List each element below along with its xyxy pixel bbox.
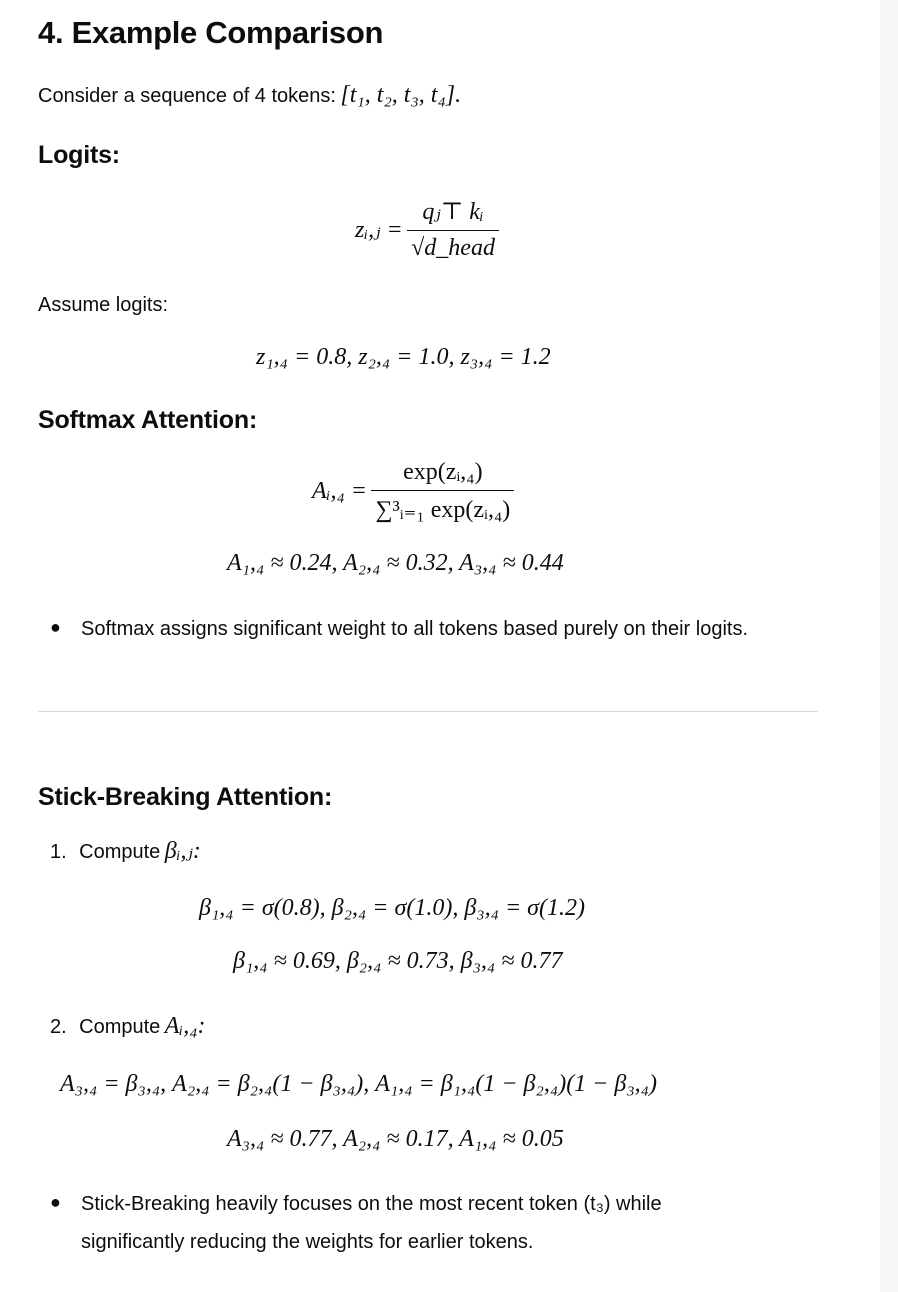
softmax-heading: Softmax Attention: bbox=[38, 406, 258, 434]
softmax-fraction bbox=[371, 459, 514, 524]
step1-line bbox=[50, 836, 201, 865]
logits-numerator: qⱼ⊤ kᵢ bbox=[422, 199, 484, 225]
step1-number: 1. bbox=[50, 841, 67, 863]
attention-approx-equation: A₃,₄ ≈ 0.77, A₂,₄ ≈ 0.17, A₁,₄ ≈ 0.05 bbox=[227, 1126, 564, 1152]
step2-text: Compute bbox=[79, 1016, 161, 1038]
logits-fraction bbox=[407, 197, 499, 262]
attention-weights-equation: A₃,₄ = β₃,₄, A₂,₄ = β₂,₄(1 − β₃,₄), A₁,₄ = β₁,₄(1 − β₂,₄)(1 − β₃,₄) bbox=[60, 1071, 658, 1097]
step2-math: Aᵢ,₄: bbox=[164, 1013, 206, 1039]
intro-line bbox=[38, 82, 461, 109]
scrollbar-gutter[interactable] bbox=[880, 0, 898, 1292]
logit-values-equation: z₁,₄ = 0.8, z₂,₄ = 1.0, z₃,₄ = 1.2 bbox=[256, 344, 551, 370]
beta-approx-equation: β₁,₄ ≈ 0.69, β₂,₄ ≈ 0.73, β₃,₄ ≈ 0.77 bbox=[233, 948, 563, 974]
assume-logits-text: Assume logits: bbox=[38, 294, 169, 316]
softmax-bullet-text: Softmax assigns significant weight to all tokens based purely on their logits. bbox=[81, 618, 749, 640]
page-title: 4. Example Comparison bbox=[38, 15, 384, 50]
stick-bullet-item bbox=[50, 1192, 61, 1213]
logits-formula bbox=[355, 197, 499, 262]
section-divider bbox=[38, 711, 818, 712]
stick-bullet-line1: Stick-Breaking heavily focuses on the most recent token (t₃) while bbox=[81, 1193, 662, 1215]
logits-formula-lhs: zᵢ,ⱼ = bbox=[355, 217, 403, 243]
step2-number: 2. bbox=[50, 1016, 67, 1038]
softmax-formula bbox=[312, 459, 514, 524]
bullet-dot: ● bbox=[50, 617, 61, 637]
step1-text: Compute bbox=[79, 841, 161, 863]
tokens-math: [t₁, t₂, t₃, t₄]. bbox=[340, 82, 462, 108]
softmax-formula-lhs: Aᵢ,₄ = bbox=[312, 478, 367, 504]
logits-denominator: √d_head bbox=[407, 230, 499, 262]
bullet-dot: ● bbox=[50, 1192, 61, 1212]
softmax-numerator: exp(zᵢ,₄) bbox=[403, 459, 483, 485]
beta-equation: β₁,₄ = σ(0.8), β₂,₄ = σ(1.0), β₃,₄ = σ(1.2) bbox=[199, 895, 585, 921]
step2-line bbox=[50, 1013, 206, 1040]
stick-bullet-line2: significantly reducing the weights for earlier tokens. bbox=[81, 1231, 534, 1253]
softmax-denominator: ∑³ᵢ₌₁ exp(zᵢ,₄) bbox=[371, 490, 514, 524]
step1-math: βᵢ,ⱼ: bbox=[164, 838, 201, 864]
stick-breaking-heading: Stick-Breaking Attention: bbox=[38, 783, 333, 811]
softmax-result-equation: A₁,₄ ≈ 0.24, A₂,₄ ≈ 0.32, A₃,₄ ≈ 0.44 bbox=[227, 550, 564, 576]
logits-heading: Logits: bbox=[38, 141, 120, 169]
softmax-bullet-item bbox=[50, 617, 61, 638]
intro-text: Consider a sequence of 4 tokens: bbox=[38, 85, 336, 107]
